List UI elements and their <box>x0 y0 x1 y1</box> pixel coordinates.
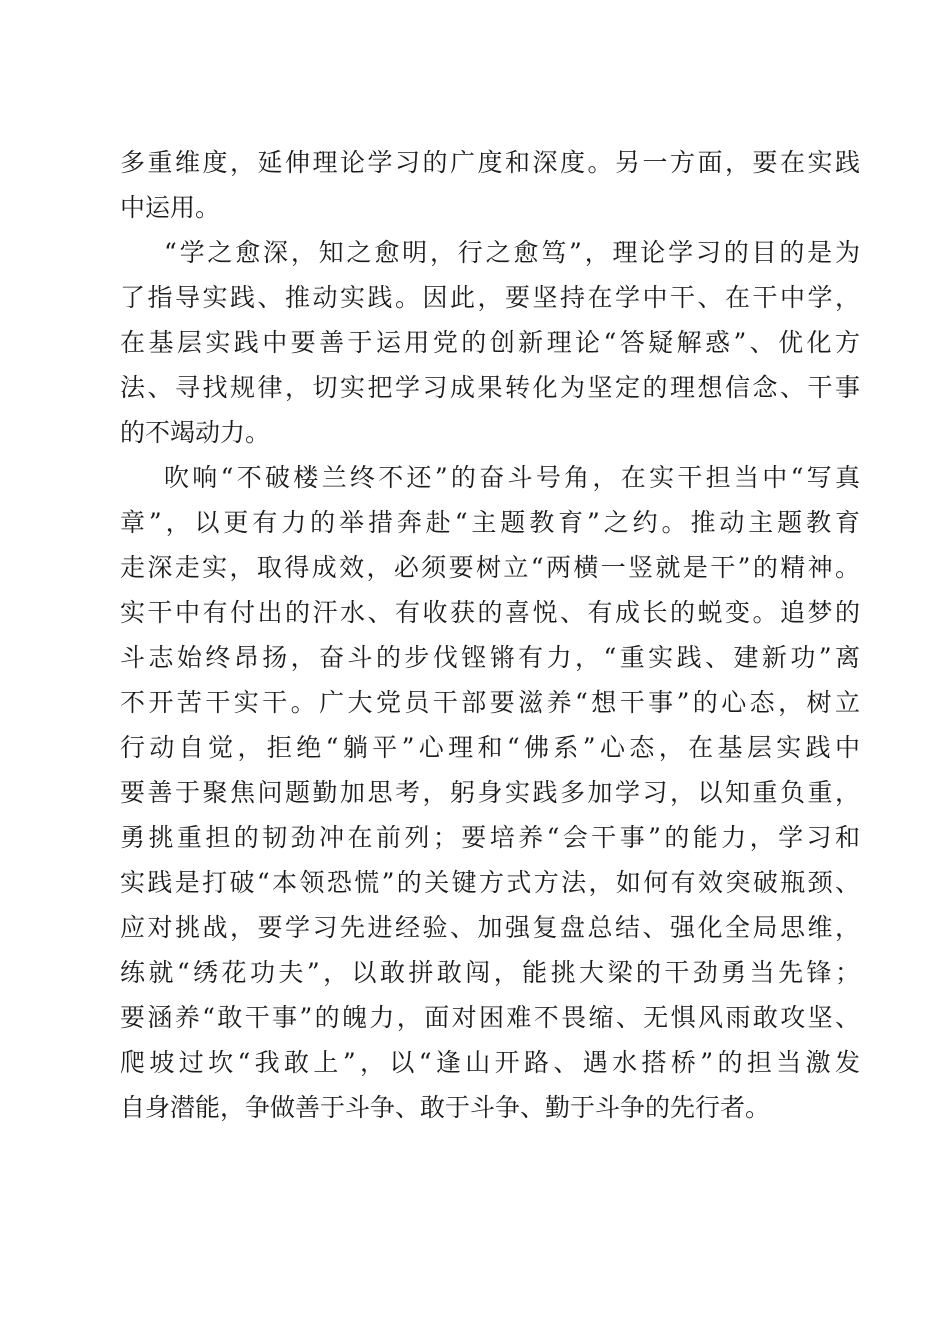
text-line: 章”，以更有力的举措奔赴“主题教育”之约。推动主题教育 <box>120 508 860 537</box>
text-line: 应对挑战，要学习先进经验、加强复盘总结、强化全局思维， <box>120 913 860 942</box>
text-line: 不开苦干实干。广大党员干部要滋养“想干事”的心态，树立 <box>120 688 860 717</box>
text-line: 爬坡过坎“我敢上”，以“逢山开路、遇水搭桥”的担当激发 <box>120 1048 860 1077</box>
text-line: 练就“绣花功夫”，以敢拼敢闯，能挑大梁的干劲勇当先锋； <box>120 958 860 987</box>
text-line: 中运用。 <box>120 193 221 222</box>
text-line: 吹响“不破楼兰终不还”的奋斗号角，在实干担当中“写真 <box>164 463 860 492</box>
text-line: 要善于聚焦问题勤加思考，躬身实践多加学习，以知重负重， <box>120 778 860 807</box>
text-line: 要涵养“敢干事”的魄力，面对困难不畏缩、无惧风雨敢攻坚、 <box>120 1003 860 1032</box>
text-line: 斗志始终昂扬，奋斗的步伐铿锵有力，“重实践、建新功”离 <box>120 643 860 672</box>
text-line: 多重维度，延伸理论学习的广度和深度。另一方面，要在实践 <box>120 148 860 177</box>
body-text <box>120 140 860 1130</box>
text-line: 法、寻找规律，切实把学习成果转化为坚定的理想信念、干事 <box>120 373 860 402</box>
text-line: 实践是打破“本领恐慌”的关键方式方法，如何有效突破瓶颈、 <box>120 868 860 897</box>
text-line: “学之愈深，知之愈明，行之愈笃”，理论学习的目的是为 <box>164 238 860 267</box>
text-line: 了指导实践、推动实践。因此，要坚持在学中干、在干中学， <box>120 283 860 312</box>
text-line: 自身潜能，争做善于斗争、敢于斗争、勤于斗争的先行者。 <box>120 1093 771 1122</box>
text-line: 实干中有付出的汗水、有收获的喜悦、有成长的蜕变。追梦的 <box>120 598 860 627</box>
text-line: 勇挑重担的韧劲冲在前列；要培养“会干事”的能力，学习和 <box>120 823 860 852</box>
text-line: 的不竭动力。 <box>120 418 271 447</box>
text-line: 在基层实践中要善于运用党的创新理论“答疑解惑”、优化方 <box>120 328 860 357</box>
text-line: 行动自觉，拒绝“躺平”心理和“佛系”心态，在基层实践中 <box>120 733 860 762</box>
text-line: 走深走实，取得成效，必须要树立“两横一竖就是干”的精神。 <box>120 553 860 582</box>
